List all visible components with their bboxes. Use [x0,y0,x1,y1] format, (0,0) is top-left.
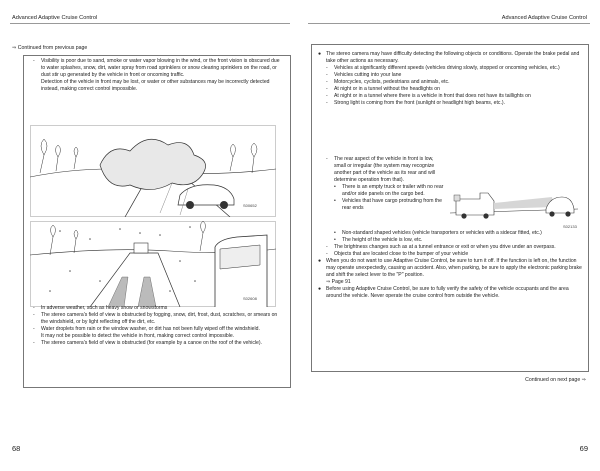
rear-aspect: - The rear aspect of the vehicle in front is low, small or irregular (the system may recognize another part of the vehicle as its rear and will determine operation from that). [326,156,436,183]
visibility-item: - Visibility is poor due to sand, smoke or water vapor blowing in the wind, or the front vision is obscured due to water splashes, snow, dirt, water spray from road sprinklers or snow clearing sprinklers on the road, or dust stir up generated by the vehicle in front or oncoming traffic. [33,58,280,78]
left-bottom-text [33,305,281,347]
more-condition-1: - Objects that are located close to the bumper of your vehicle [326,251,469,257]
when-not-use: ● When you do not want to use Adaptive Cruise Control, be sure to turn it off. If the function is left on, the function may operate unexpectedly, causing an accident. Also, when parking, be sure to apply the electronic parking brake and shift the select lever to the "P" position. [318,258,582,278]
left-page-number: 68 [12,444,21,453]
water-note: It may not be possible to detect the vehicle in front, making correct control impossible. [41,333,235,339]
left-header-rule [10,23,290,24]
left-running-header: Advanced Adaptive Cruise Control [12,15,98,21]
fig-protruding-cargo [450,163,578,227]
fig-dust-road [30,125,276,217]
condition-3: - At night or in a tunnel without the headlights on [326,86,440,92]
camera-intro: ● The stereo camera may have difficulty detecting the following objects or conditions. Operate the brake pedal and take other actions as necessary. [318,51,580,64]
condition-4: - At night or in a tunnel where there is a vehicle in front that does not have its taillights on [326,93,531,99]
condition-2: - Motorcycles, cyclists, pedestrians and animals, etc. [326,79,450,85]
sub-item-3: • The height of the vehicle is low, etc. [334,237,423,243]
left-top-text [33,58,281,93]
right-bottom-text [318,230,582,300]
left-item-2: - Water droplets from rain or the window washer, or dirt has not been fully wiped off the windshield. [33,326,260,332]
sub-item-0: • There is an empty truck or trailer with no rear and/or side panels on the cargo bed. [334,184,444,197]
visibility-note: Detection of the vehicle in front may be lost, or water or other substances may be incorrectly detected instead, making correct control impossible. [41,79,270,92]
continued-from-previous: ⇒ Continued from previous page [12,45,88,51]
right-header-rule [308,23,590,24]
left-last-item: - The stereo camera's field of view is obstructed (for example by a canoe on the roof of the vehicle). [33,340,262,346]
sub-item-2: • Non-standard shaped vehicles (vehicle transporters or vehicles with a sidecar fitted, etc.) [334,230,542,236]
before-using: ● Before using Adaptive Cruise Control, be sure to fully verify the safety of the vehicle occupants and the area around the vehicle. Never operate the cruise control from outside the vehicle. [318,286,569,299]
left-item-0: - In adverse weather, such as heavy snow or snowstorms [33,305,168,311]
continued-next-page[interactable]: Continued on next page ⇒ [525,377,586,383]
condition-0: - Vehicles at significantly different speeds (vehicles driving slowly, stopped or oncoming vehicles, etc.) [326,65,560,71]
sub-item-1: • Vehicles that have cargo protruding from the rear ends [334,198,442,211]
rear-aspect-block [318,156,446,212]
right-page-number: 69 [579,444,588,453]
page-reference[interactable]: ⇒ Page 91 [326,279,351,285]
fig1-code: S00652 [243,203,257,208]
right-top-text [318,51,582,107]
condition-1: - Vehicles cutting into your lane [326,72,402,78]
fig-heavy-snow [30,221,276,307]
right-running-header: Advanced Adaptive Cruise Control [501,15,587,21]
condition-5: - Strong light is coming from the front (sunlight or headlight high beams, etc.). [326,100,506,106]
left-item-1: - The stereo camera's field of view is obstructed by fogging, snow, dirt, frost, dust, scratches, or smears on the windshield, or by light reflecting off the dirt, etc. [33,312,278,325]
fig2-code: S02608 [243,296,257,301]
more-condition-0: - The brightness changes such as at a tunnel entrance or exit or when you drive under an overpass. [326,244,556,250]
fig3-code: S02133 [563,224,577,229]
